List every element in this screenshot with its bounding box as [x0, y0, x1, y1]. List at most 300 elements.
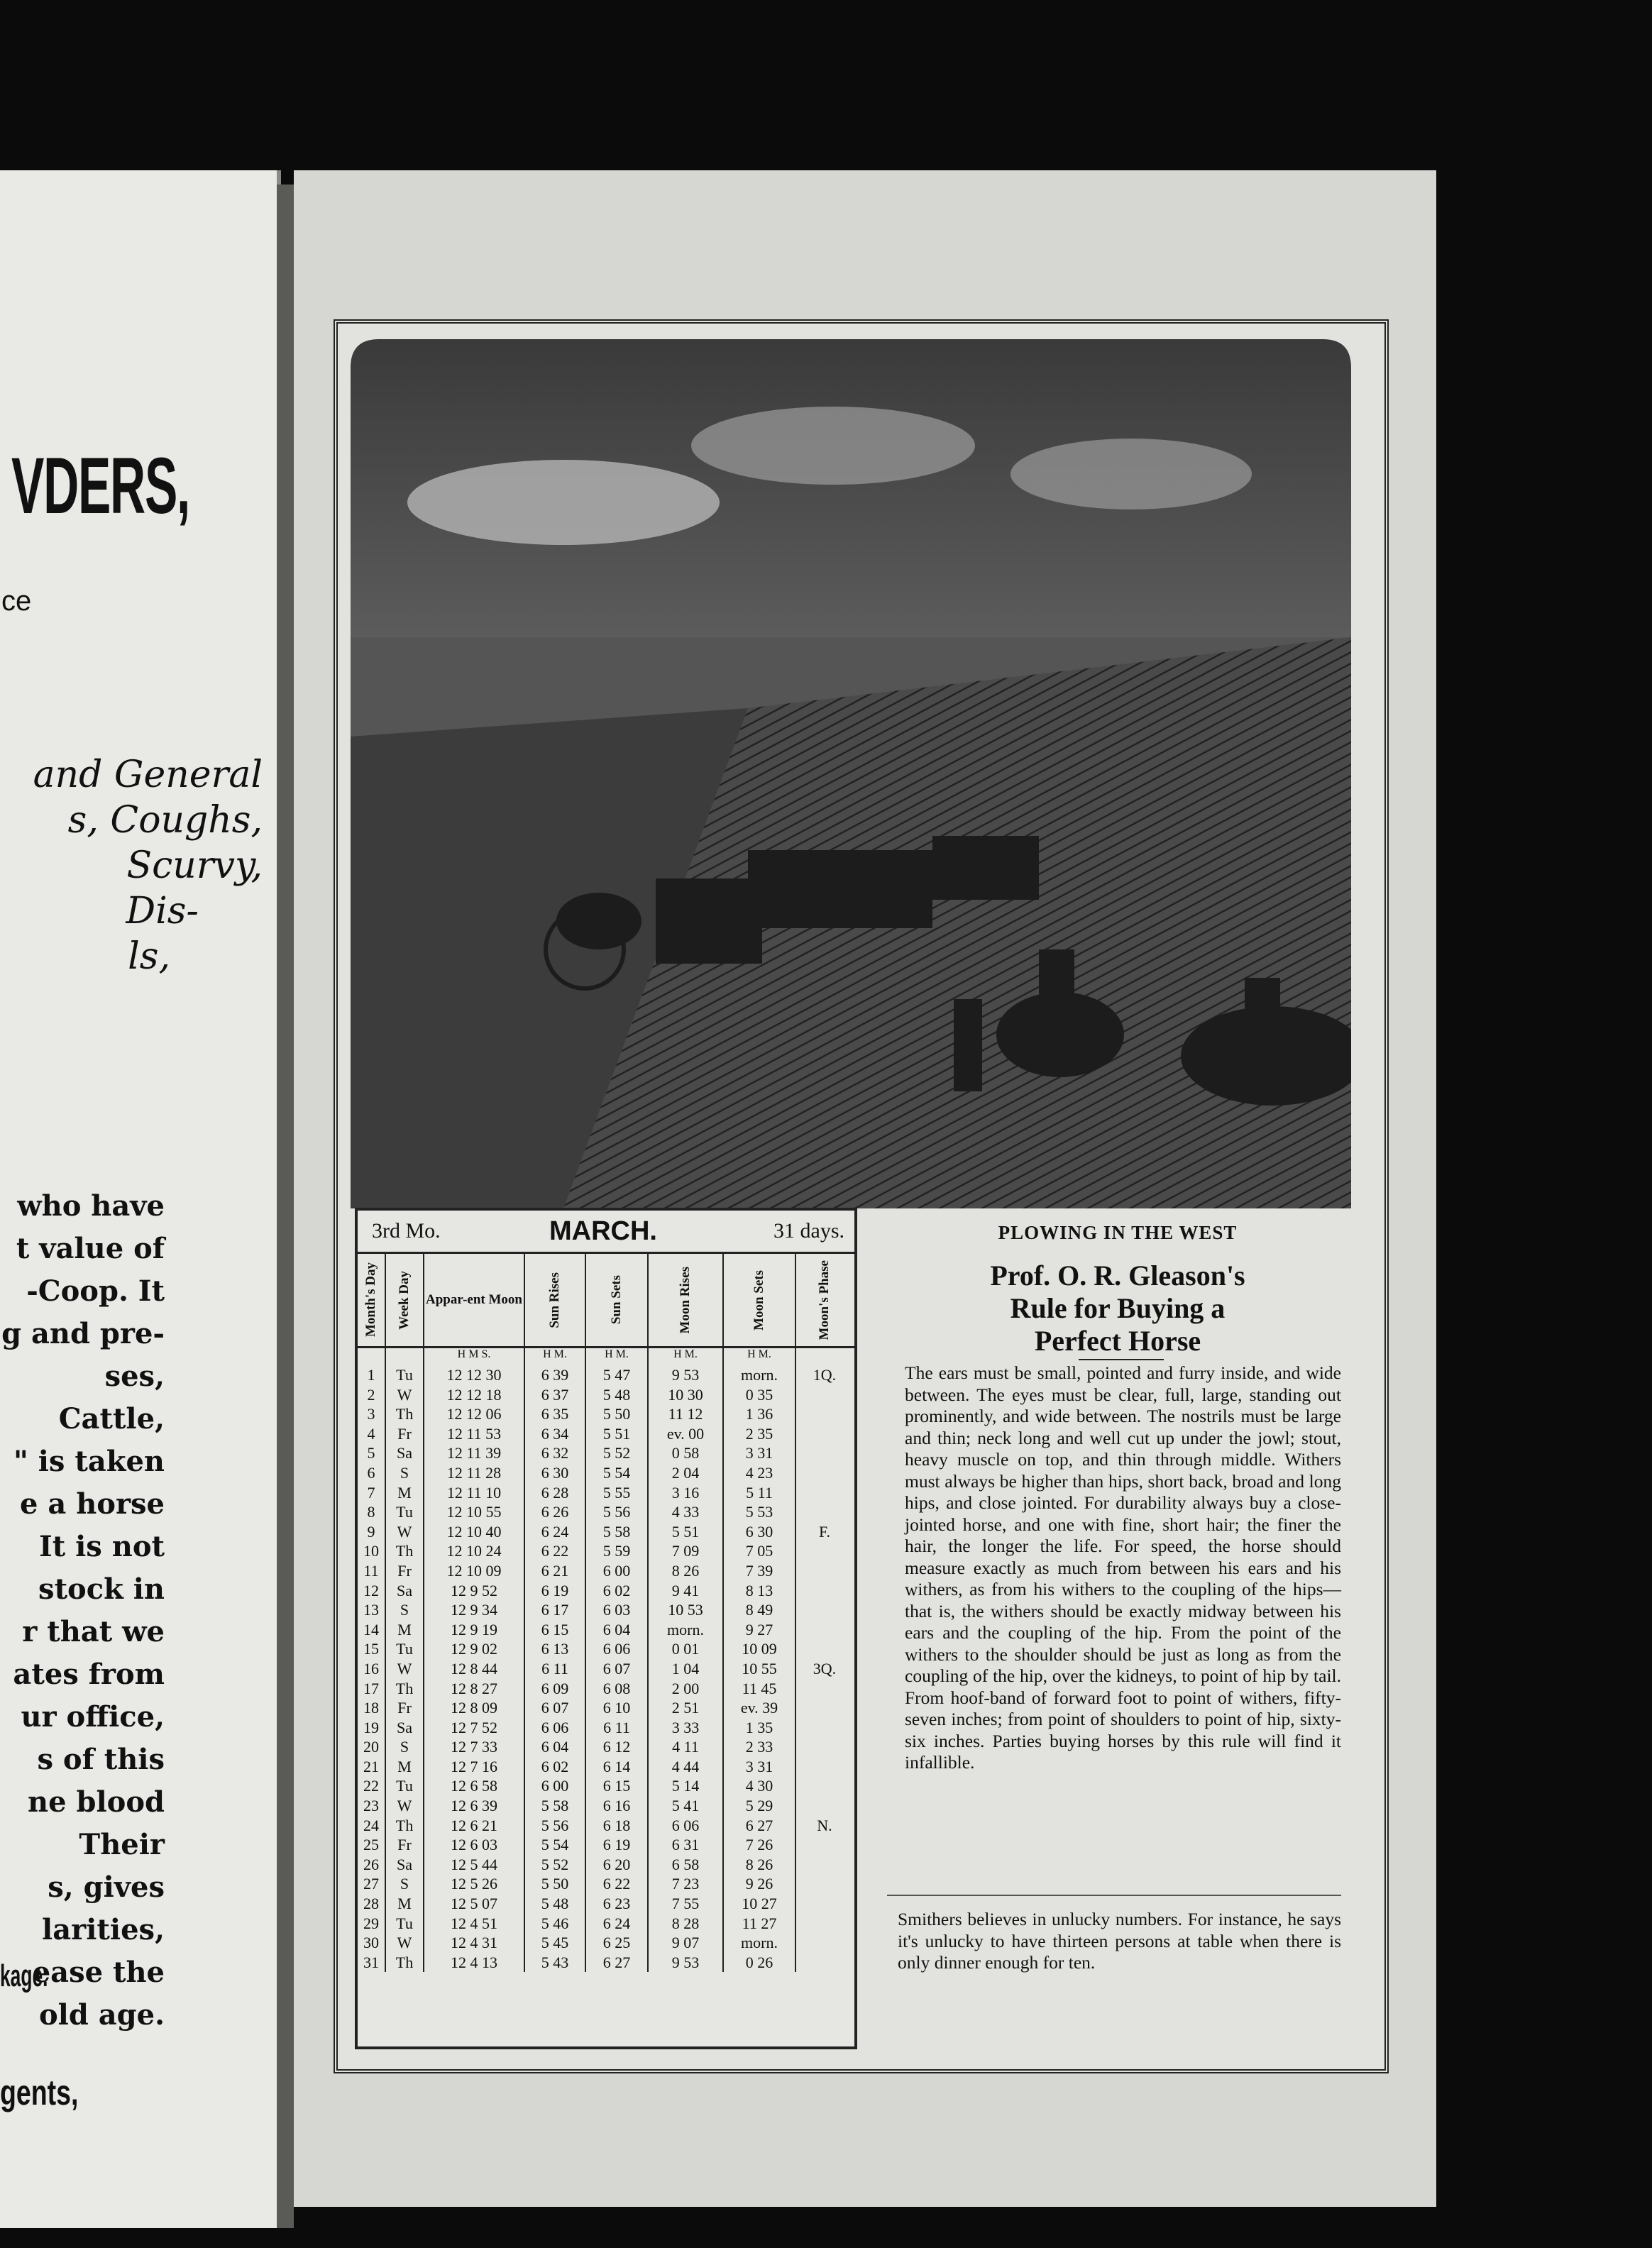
calendar-cell: 11 12 — [649, 1404, 724, 1424]
calendar-row — [358, 1483, 854, 1503]
calendar-cell: 6 32 — [525, 1443, 586, 1463]
calendar-cell: Tu — [386, 1502, 424, 1522]
article-title-line: Rule for Buying a — [1010, 1292, 1226, 1324]
calendar-cell: 5 51 — [586, 1424, 649, 1444]
calendar-cell: 6 10 — [586, 1698, 649, 1718]
calendar-cell: 12 6 03 — [424, 1835, 525, 1855]
calendar-cell: 21 — [358, 1757, 386, 1777]
calendar-row — [358, 1718, 854, 1738]
left-page-package-text: kage. — [0, 1958, 48, 1993]
column-header: Moon Sets — [751, 1269, 766, 1330]
left-page-subtitle: ce — [1, 585, 32, 617]
left-body-line: " is taken — [13, 1445, 165, 1478]
calendar-cell: 5 51 — [649, 1522, 724, 1542]
left-body-line: s, gives — [48, 1870, 165, 1904]
calendar-cell: 12 6 21 — [424, 1816, 525, 1836]
calendar-units-row — [358, 1348, 854, 1365]
column-header: Appar-ent Moon — [426, 1292, 522, 1307]
calendar-cell: 6 07 — [586, 1659, 649, 1679]
calendar-cell: 12 9 19 — [424, 1620, 525, 1640]
calendar-row — [358, 1385, 854, 1405]
calendar-cell: 6 28 — [525, 1483, 586, 1503]
calendar-cell: 6 07 — [525, 1698, 586, 1718]
calendar-cell: 6 00 — [586, 1561, 649, 1581]
italic-line: ls, — [128, 935, 170, 978]
calendar-cell — [796, 1835, 853, 1855]
article-title-line: Perfect Horse — [1034, 1325, 1201, 1357]
calendar-row — [358, 1365, 854, 1385]
calendar-cell: 12 9 02 — [424, 1639, 525, 1659]
left-body-line: e a horse — [19, 1487, 165, 1521]
calendar-cell: 1 35 — [724, 1718, 796, 1738]
calendar-column-headers — [358, 1254, 854, 1348]
calendar-cell: 9 27 — [724, 1620, 796, 1640]
calendar-cell: 9 — [358, 1522, 386, 1542]
calendar-row — [358, 1835, 854, 1855]
article-title-line: Prof. O. R. Gleason's — [990, 1260, 1245, 1291]
calendar-cell: 5 55 — [586, 1483, 649, 1503]
book-gutter — [277, 184, 294, 2228]
calendar-month-number: 3rd Mo. — [372, 1219, 441, 1243]
calendar-cell — [796, 1953, 853, 1973]
calendar-cell: 6 24 — [525, 1522, 586, 1542]
column-header: Moon's Phase — [817, 1260, 832, 1340]
calendar-cell — [796, 1581, 853, 1601]
calendar-cell: 7 05 — [724, 1541, 796, 1561]
calendar-cell: 1 36 — [724, 1404, 796, 1424]
calendar-cell: 6 27 — [724, 1816, 796, 1836]
calendar-cell: 5 58 — [525, 1796, 586, 1816]
calendar-cell: W — [386, 1796, 424, 1816]
calendar-cell: 5 29 — [724, 1796, 796, 1816]
calendar-cell: 0 26 — [724, 1953, 796, 1973]
left-page-agents-text: gents, — [0, 2073, 79, 2112]
calendar-cell: 6 00 — [525, 1776, 586, 1796]
left-body-line: ates from — [13, 1658, 165, 1691]
calendar-cell: 6 04 — [586, 1620, 649, 1640]
calendar-cell: 3 16 — [649, 1483, 724, 1503]
joke-paragraph: Smithers believes in unlucky numbers. For instance, he says it's unlucky to have thirteen persons at table when there is only dinner enough for ten. — [898, 1909, 1341, 1973]
calendar-row — [358, 1600, 854, 1620]
calendar-cell: 6 09 — [525, 1679, 586, 1699]
calendar-row — [358, 1737, 854, 1757]
calendar-cell: 31 — [358, 1953, 386, 1973]
calendar-cell: 12 11 28 — [424, 1463, 525, 1483]
calendar-row — [358, 1757, 854, 1777]
calendar-cell: 30 — [358, 1933, 386, 1953]
calendar-cell: 12 4 51 — [424, 1914, 525, 1934]
calendar-cell: 6 06 — [525, 1718, 586, 1738]
calendar-cell: 3 — [358, 1404, 386, 1424]
calendar-cell: 8 13 — [724, 1581, 796, 1601]
calendar-cell: 12 4 31 — [424, 1933, 525, 1953]
calendar-cell: N. — [817, 1816, 832, 1834]
calendar-cell: 8 26 — [649, 1561, 724, 1581]
calendar-cell: 6 24 — [586, 1914, 649, 1934]
calendar-cell: 11 — [358, 1561, 386, 1581]
calendar-cell: 2 51 — [649, 1698, 724, 1718]
calendar-cell: Sa — [386, 1855, 424, 1875]
calendar-cell: 12 10 09 — [424, 1561, 525, 1581]
calendar-cell: 12 8 27 — [424, 1679, 525, 1699]
calendar-cell: 6 22 — [525, 1541, 586, 1561]
calendar-cell: 12 10 55 — [424, 1502, 525, 1522]
calendar-cell: 9 07 — [649, 1933, 724, 1953]
calendar-cell: M — [386, 1894, 424, 1914]
calendar-cell: 4 23 — [724, 1463, 796, 1483]
calendar-cell: 9 53 — [649, 1953, 724, 1973]
calendar-cell — [796, 1424, 853, 1444]
calendar-cell: 1 04 — [649, 1659, 724, 1679]
calendar-cell: Th — [386, 1541, 424, 1561]
calendar-cell: 5 50 — [525, 1874, 586, 1894]
calendar-cell: Tu — [386, 1914, 424, 1934]
calendar-cell: 6 06 — [586, 1639, 649, 1659]
calendar-row — [358, 1659, 854, 1679]
calendar-cell: 6 23 — [586, 1894, 649, 1914]
calendar-cell: F. — [819, 1522, 830, 1541]
calendar-cell: 7 — [358, 1483, 386, 1503]
italic-line: s, Coughs, — [67, 799, 263, 842]
calendar-cell: 2 04 — [649, 1463, 724, 1483]
calendar-cell: ev. 39 — [724, 1698, 796, 1718]
calendar-cell: Fr — [386, 1424, 424, 1444]
calendar-cell: S — [386, 1600, 424, 1620]
calendar-cell: 12 11 53 — [424, 1424, 525, 1444]
calendar-row — [358, 1816, 854, 1836]
left-body-line: stock in — [38, 1572, 165, 1606]
calendar-cell: 6 02 — [586, 1581, 649, 1601]
calendar-cell: 12 10 40 — [424, 1522, 525, 1542]
calendar-cell: W — [386, 1933, 424, 1953]
calendar-cell: 10 09 — [724, 1639, 796, 1659]
calendar-cell — [796, 1600, 853, 1620]
engraving-caption: PLOWING IN THE WEST — [998, 1222, 1238, 1243]
calendar-cell: 6 15 — [586, 1776, 649, 1796]
calendar-cell: 6 30 — [525, 1463, 586, 1483]
calendar-cell: 10 55 — [724, 1659, 796, 1679]
calendar-cell: 12 9 34 — [424, 1600, 525, 1620]
calendar-row — [358, 1933, 854, 1953]
calendar-cell: 5 50 — [586, 1404, 649, 1424]
calendar-cell: 28 — [358, 1894, 386, 1914]
calendar-cell: 5 43 — [525, 1953, 586, 1973]
calendar-cell — [796, 1443, 853, 1463]
calendar-cell: 6 31 — [649, 1835, 724, 1855]
calendar-cell: 0 35 — [724, 1385, 796, 1405]
calendar-cell: Th — [386, 1404, 424, 1424]
calendar-cell: 6 58 — [649, 1855, 724, 1875]
left-body-line: Their — [79, 1828, 165, 1861]
calendar-cell: Fr — [386, 1698, 424, 1718]
calendar-cell — [796, 1541, 853, 1561]
calendar-cell: 8 28 — [649, 1914, 724, 1934]
calendar-cell: 25 — [358, 1835, 386, 1855]
unit-label: H M S. — [424, 1348, 525, 1365]
calendar-cell: 6 19 — [586, 1835, 649, 1855]
calendar-row — [358, 1698, 854, 1718]
calendar-cell: 8 — [358, 1502, 386, 1522]
calendar-cell: 4 — [358, 1424, 386, 1444]
calendar-cell: S — [386, 1737, 424, 1757]
calendar-cell: M — [386, 1620, 424, 1640]
calendar-row — [358, 1894, 854, 1914]
calendar-cell: 6 18 — [586, 1816, 649, 1836]
calendar-row — [358, 1541, 854, 1561]
calendar-cell: 19 — [358, 1718, 386, 1738]
calendar-cell: 7 39 — [724, 1561, 796, 1581]
calendar-cell: 7 26 — [724, 1835, 796, 1855]
calendar-cell: 12 6 39 — [424, 1796, 525, 1816]
calendar-cell: 6 — [358, 1463, 386, 1483]
calendar-cell: W — [386, 1385, 424, 1405]
calendar-cell: 12 4 13 — [424, 1953, 525, 1973]
calendar-cell: 9 41 — [649, 1581, 724, 1601]
calendar-cell: 27 — [358, 1874, 386, 1894]
column-header: Moon Rises — [678, 1266, 693, 1334]
calendar-cell: 10 53 — [649, 1600, 724, 1620]
unit-label: H M. — [525, 1348, 586, 1365]
calendar-row — [358, 1404, 854, 1424]
calendar-cell: Fr — [386, 1561, 424, 1581]
calendar-cell: 5 53 — [724, 1502, 796, 1522]
calendar-row — [358, 1581, 854, 1601]
calendar-cell: 12 6 58 — [424, 1776, 525, 1796]
column-header: Week Day — [397, 1270, 412, 1330]
calendar-cell: morn. — [724, 1933, 796, 1953]
calendar-cell — [796, 1933, 853, 1953]
calendar-cell: 6 13 — [525, 1639, 586, 1659]
calendar-cell: 4 30 — [724, 1776, 796, 1796]
column-header: Sun Rises — [547, 1272, 562, 1328]
calendar-cell: 5 56 — [525, 1816, 586, 1836]
calendar-cell: M — [386, 1483, 424, 1503]
calendar-month-name: MARCH. — [549, 1216, 657, 1246]
plowing-engraving-image — [351, 339, 1351, 1208]
calendar-cell: ev. 00 — [649, 1424, 724, 1444]
left-body-line: old age. — [38, 1998, 165, 2032]
calendar-cell — [796, 1463, 853, 1483]
calendar-cell: 12 12 18 — [424, 1385, 525, 1405]
left-body-line: -Coop. It — [26, 1274, 165, 1308]
calendar-cell: 7 23 — [649, 1874, 724, 1894]
calendar-cell: 12 7 16 — [424, 1757, 525, 1777]
calendar-cell: 3 31 — [724, 1443, 796, 1463]
calendar-row — [358, 1443, 854, 1463]
calendar-cell: Sa — [386, 1581, 424, 1601]
calendar-cell: 2 35 — [724, 1424, 796, 1444]
calendar-cell — [796, 1679, 853, 1699]
calendar-cell — [796, 1718, 853, 1738]
calendar-cell: 18 — [358, 1698, 386, 1718]
calendar-cell: 5 59 — [586, 1541, 649, 1561]
calendar-cell: 4 33 — [649, 1502, 724, 1522]
article-body: The ears must be small, pointed and furry inside, and wide between. The eyes must be clear, full, large, standing out prominently, and wide between. The nostrils must be large and thin; neck long and well cut up under the jowl; stout, heavy muscle on top, and thin through middle. Withers must always be higher than hips, short back, broad and long hips, and close jointed. For durability always buy a close-jointed horse, and one with fine, short hair; the finer the hair, the longer the life. For speed, the horse should measure exactly as much from between his ears and his withers, as from his withers to the coupling of the hips—that is, the withers should be exactly midway between his ears and the coupling of the hip. From the point of the withers to the shoulder should be just as long as from the coupling of the hip, over the kidneys, to point of hip by tail. From hoof-band of forward foot to point of withers, fifty-seven inches; from point of shoulders to point of hip, sixty-six inches. Parties buying horses by this rule will find it infallible. — [905, 1362, 1341, 1773]
calendar-cell: 5 46 — [525, 1914, 586, 1934]
calendar-cell — [796, 1620, 853, 1640]
calendar-cell: 12 — [358, 1581, 386, 1601]
calendar-cell: Fr — [386, 1835, 424, 1855]
unit-label: H M. — [724, 1348, 796, 1365]
calendar-cell: 3 33 — [649, 1718, 724, 1738]
left-page-italic-text — [0, 752, 263, 979]
calendar-cell: 9 26 — [724, 1874, 796, 1894]
calendar-cell: Tu — [386, 1365, 424, 1385]
calendar-cell: 5 41 — [649, 1796, 724, 1816]
calendar-cell — [796, 1914, 853, 1934]
calendar-cell: 20 — [358, 1737, 386, 1757]
italic-line: Scurvy, — [126, 844, 263, 887]
calendar-cell: Th — [386, 1953, 424, 1973]
calendar-cell: S — [386, 1463, 424, 1483]
calendar-cell: Tu — [386, 1776, 424, 1796]
calendar-cell: 6 22 — [586, 1874, 649, 1894]
calendar-rows — [358, 1365, 854, 1972]
calendar-cell: Th — [386, 1679, 424, 1699]
calendar-cell — [796, 1796, 853, 1816]
calendar-cell: 6 35 — [525, 1404, 586, 1424]
calendar-cell: 29 — [358, 1914, 386, 1934]
calendar-cell: 12 8 09 — [424, 1698, 525, 1718]
calendar-cell: 5 52 — [525, 1855, 586, 1875]
calendar-cell: 5 56 — [586, 1502, 649, 1522]
calendar-cell — [796, 1483, 853, 1503]
calendar-cell: 5 54 — [586, 1463, 649, 1483]
calendar-row — [358, 1620, 854, 1640]
italic-line: and General — [33, 754, 263, 796]
march-calendar — [355, 1208, 857, 2049]
calendar-cell — [796, 1385, 853, 1405]
calendar-cell: 12 10 24 — [424, 1541, 525, 1561]
calendar-row — [358, 1953, 854, 1973]
calendar-cell: 23 — [358, 1796, 386, 1816]
calendar-row — [358, 1914, 854, 1934]
calendar-cell: W — [386, 1659, 424, 1679]
calendar-cell — [796, 1894, 853, 1914]
calendar-cell: 14 — [358, 1620, 386, 1640]
calendar-cell: 12 11 39 — [424, 1443, 525, 1463]
calendar-cell: 6 20 — [586, 1855, 649, 1875]
left-body-line: ne blood — [28, 1785, 165, 1819]
calendar-cell: 12 12 06 — [424, 1404, 525, 1424]
calendar-cell: M — [386, 1757, 424, 1777]
calendar-cell: 5 14 — [649, 1776, 724, 1796]
calendar-cell: 8 26 — [724, 1855, 796, 1875]
calendar-cell: 8 49 — [724, 1600, 796, 1620]
calendar-cell: 6 19 — [525, 1581, 586, 1601]
left-page-title: VDERS, — [11, 441, 190, 530]
calendar-cell: 12 11 10 — [424, 1483, 525, 1503]
column-header: Month's Day — [363, 1262, 378, 1338]
calendar-cell: 11 45 — [724, 1679, 796, 1699]
calendar-cell — [796, 1776, 853, 1796]
calendar-cell: 6 37 — [525, 1385, 586, 1405]
article-title — [887, 1260, 1348, 1357]
calendar-cell: 6 39 — [525, 1365, 586, 1385]
left-body-line: larities, — [42, 1913, 165, 1946]
calendar-cell — [796, 1698, 853, 1718]
calendar-cell: morn. — [649, 1620, 724, 1640]
calendar-cell: 6 27 — [586, 1953, 649, 1973]
calendar-cell: 5 — [358, 1443, 386, 1463]
calendar-cell: 6 30 — [724, 1522, 796, 1542]
unit-label: H M. — [586, 1348, 649, 1365]
calendar-cell — [796, 1855, 853, 1875]
left-page-body — [0, 1185, 165, 2037]
calendar-cell: 2 00 — [649, 1679, 724, 1699]
calendar-cell: 2 — [358, 1385, 386, 1405]
calendar-cell: 6 16 — [586, 1796, 649, 1816]
calendar-cell: Sa — [386, 1718, 424, 1738]
article-separator — [887, 1895, 1341, 1896]
article-title-rule — [1079, 1359, 1164, 1360]
left-body-line: r that we — [22, 1615, 165, 1648]
calendar-cell: 10 30 — [649, 1385, 724, 1405]
calendar-row — [358, 1776, 854, 1796]
calendar-cell: Tu — [386, 1639, 424, 1659]
calendar-cell: 6 06 — [649, 1816, 724, 1836]
calendar-cell: 6 04 — [525, 1737, 586, 1757]
calendar-cell: 5 48 — [586, 1385, 649, 1405]
calendar-cell — [796, 1502, 853, 1522]
calendar-cell: 12 8 44 — [424, 1659, 525, 1679]
calendar-cell: 11 27 — [724, 1914, 796, 1934]
calendar-cell: 6 14 — [586, 1757, 649, 1777]
calendar-cell — [796, 1737, 853, 1757]
calendar-cell: W — [386, 1522, 424, 1542]
calendar-cell: 6 11 — [586, 1718, 649, 1738]
calendar-cell: 6 34 — [525, 1424, 586, 1444]
calendar-days-count: 31 days. — [773, 1219, 844, 1243]
calendar-cell — [796, 1874, 853, 1894]
left-body-line: s of this — [37, 1743, 165, 1776]
calendar-cell: 6 02 — [525, 1757, 586, 1777]
calendar-cell: 6 26 — [525, 1502, 586, 1522]
calendar-row — [358, 1502, 854, 1522]
calendar-cell: 12 5 07 — [424, 1894, 525, 1914]
calendar-cell: Sa — [386, 1443, 424, 1463]
calendar-cell: 3Q. — [813, 1659, 837, 1677]
calendar-cell: 12 9 52 — [424, 1581, 525, 1601]
calendar-cell: 4 44 — [649, 1757, 724, 1777]
calendar-cell: 6 08 — [586, 1679, 649, 1699]
calendar-cell — [796, 1757, 853, 1777]
calendar-cell: 7 09 — [649, 1541, 724, 1561]
calendar-row — [358, 1855, 854, 1875]
calendar-cell: 12 7 52 — [424, 1718, 525, 1738]
calendar-cell: 4 11 — [649, 1737, 724, 1757]
calendar-cell: 6 25 — [586, 1933, 649, 1953]
left-body-line: t value of — [16, 1232, 165, 1265]
calendar-row — [358, 1424, 854, 1444]
left-body-line: It is not — [39, 1530, 165, 1563]
calendar-cell: 5 52 — [586, 1443, 649, 1463]
column-header: Sun Sets — [609, 1275, 624, 1325]
calendar-cell: 9 53 — [649, 1365, 724, 1385]
calendar-cell: 6 12 — [586, 1737, 649, 1757]
calendar-cell: 22 — [358, 1776, 386, 1796]
calendar-row — [358, 1561, 854, 1581]
left-body-line: ur office, — [21, 1700, 165, 1734]
calendar-cell: 0 58 — [649, 1443, 724, 1463]
calendar-row — [358, 1463, 854, 1483]
calendar-cell: 12 5 26 — [424, 1874, 525, 1894]
calendar-cell: 5 58 — [586, 1522, 649, 1542]
calendar-cell: 10 — [358, 1541, 386, 1561]
calendar-cell: 1 — [358, 1365, 386, 1385]
calendar-cell: 5 45 — [525, 1933, 586, 1953]
calendar-cell: Th — [386, 1816, 424, 1836]
